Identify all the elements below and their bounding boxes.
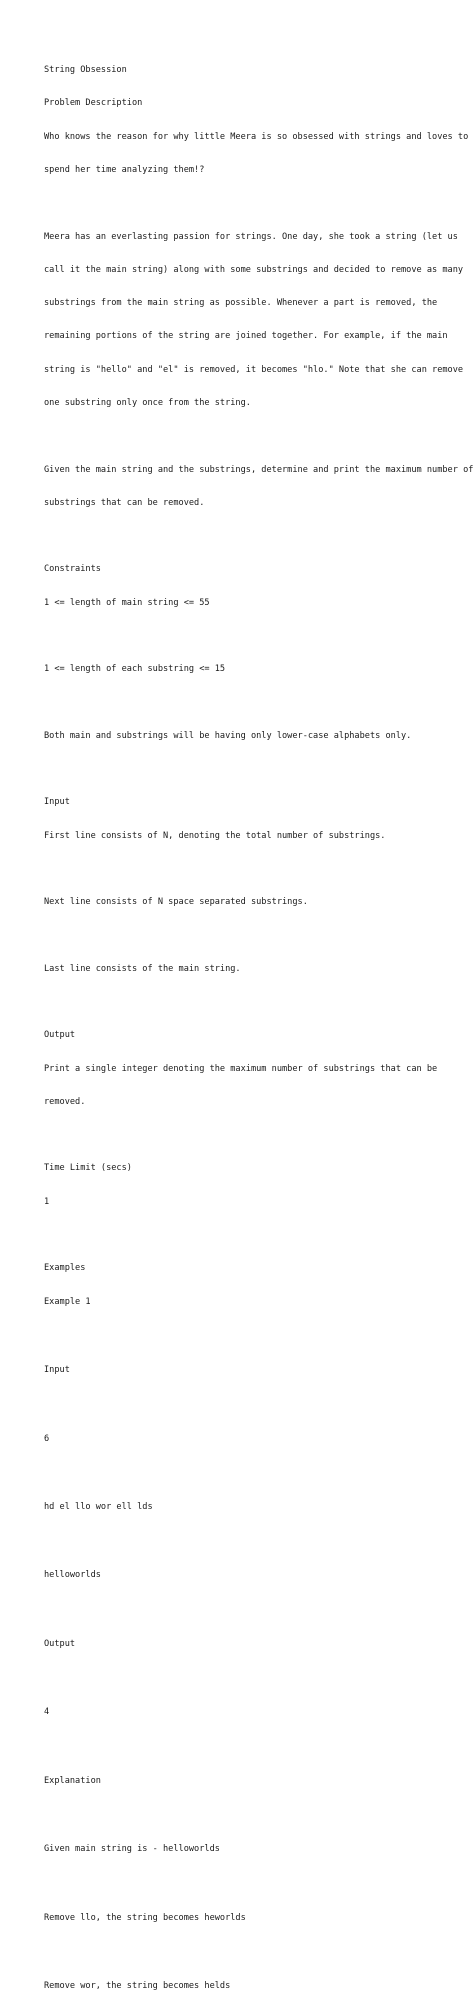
story-line: one substring only once from the string. [44, 398, 251, 408]
story-line: Meera has an everlasting passion for strings. One day, she took a string (let us [44, 231, 458, 242]
intro-line: spend her time analyzing them!? [44, 165, 205, 176]
input-desc-line: Last line consists of the main string. [44, 963, 241, 974]
input-desc-line: Next line consists of N space separated substrings. [44, 897, 308, 908]
task-line: substrings that can be removed. [44, 497, 205, 508]
explanation-line: Remove wor, the string becomes helds [44, 1981, 231, 1992]
example-input-main: helloworlds [44, 1570, 101, 1581]
problem-statement [44, 43, 474, 2015]
example-input-label: Input [44, 1365, 70, 1376]
example-output-value: 4 [44, 1707, 50, 1718]
explanation-heading: Explanation [44, 1775, 101, 1786]
constraint-alphabet: Both main and substrings will be having only lower-case alphabets only. [44, 730, 412, 741]
section-heading-output: Output [44, 1030, 76, 1041]
intro-line: Who knows the reason for why little Meera is so obsessed with strings and loves to [44, 131, 469, 142]
section-heading-constraints: Constraints [44, 564, 101, 575]
output-desc-line: Print a single integer denoting the maximum number of substrings that can be [44, 1063, 438, 1074]
example-output-label: Output [44, 1638, 76, 1649]
story-line: substrings from the main string as possible. Whenever a part is removed, the [44, 298, 438, 309]
constraint-main-length: 1 <= length of main string <= 55 [44, 597, 210, 608]
problem-title: String Obsession [44, 65, 127, 76]
input-desc-line: First line consists of N, denoting the total number of substrings. [44, 830, 386, 841]
constraint-substring-length: 1 <= length of each substring <= 15 [44, 664, 226, 675]
story-line: call it the main string) along with some substrings and decided to remove as many [44, 264, 464, 275]
explanation-line: Remove llo, the string becomes heworlds [44, 1912, 246, 1923]
example-input-n: 6 [44, 1433, 50, 1444]
example-heading: Example 1 [44, 1296, 91, 1307]
output-desc-line: removed. [44, 1096, 86, 1107]
example-input-substrings: hd el llo wor ell lds [44, 1502, 153, 1512]
section-heading-input: Input [44, 797, 70, 808]
explanation-line: Given main string is - helloworlds [44, 1844, 220, 1855]
time-limit-value: 1 [44, 1196, 50, 1207]
story-line: string is "hello" and "el" is removed, it becomes "hlo." Note that she can remove [44, 364, 464, 375]
section-heading-examples: Examples [44, 1263, 86, 1274]
story-line: remaining portions of the string are joined together. For example, if the main [44, 331, 448, 342]
section-heading-time-limit: Time Limit (secs) [44, 1163, 132, 1174]
section-heading-description: Problem Description [44, 98, 143, 109]
task-line: Given the main string and the substrings, determine and print the maximum number of [44, 464, 474, 475]
